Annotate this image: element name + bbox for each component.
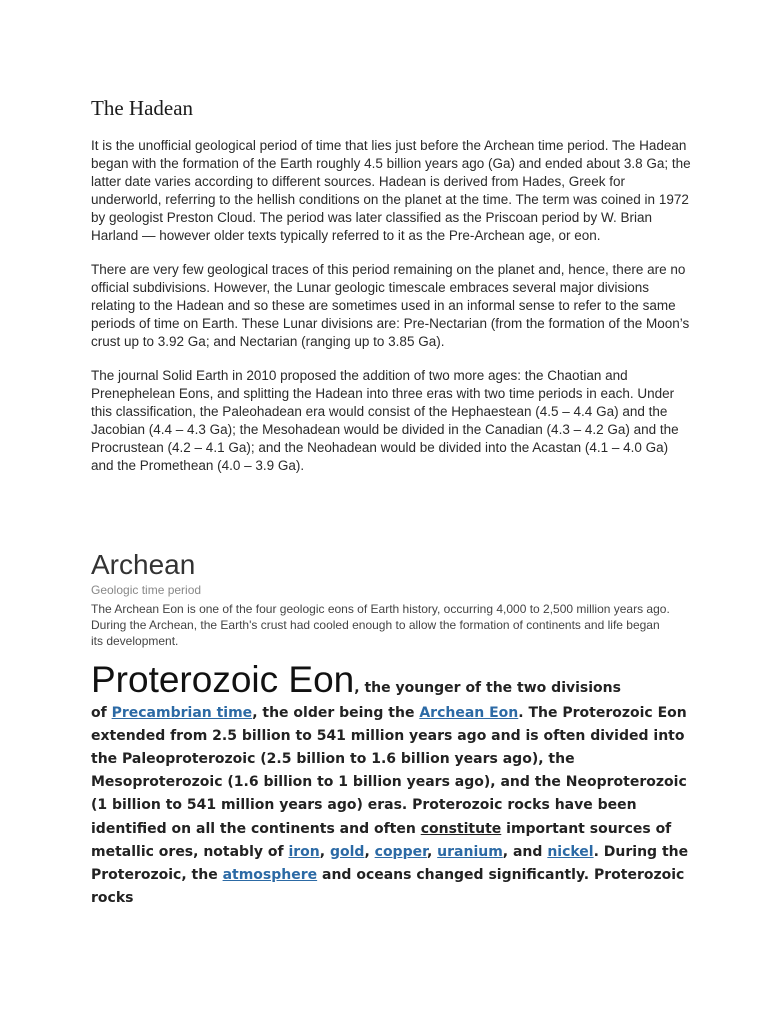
precambrian-time-link[interactable]: Precambrian time	[111, 705, 253, 722]
text-run: , the older being the	[252, 705, 420, 722]
text-run: ,	[319, 843, 330, 860]
atmosphere-link[interactable]: atmosphere	[222, 866, 318, 883]
constitute-underlined: constitute	[420, 820, 502, 837]
text-run: of	[91, 705, 112, 722]
archean-subtitle: Geologic time period	[91, 583, 202, 597]
uranium-link[interactable]: uranium	[437, 843, 503, 860]
text-run: . The Proterozoic Eon extended from 2.5 billion to 541 million years ago and is often divided into the Paleoproterozoic (2.5 billion to 1.6 billion years ago), the Mesoproterozoic (1.6 billion to 1 billion years ago), and the Neoproterozoic (1 billion to 541 million years ago) eras. Proterozoic rocks have been identified on all the continents and often	[91, 705, 687, 837]
archean-heading: Archean	[91, 549, 196, 580]
nickel-link[interactable]: nickel	[547, 843, 594, 860]
hadean-body	[91, 137, 691, 491]
hadean-paragraph-2: There are very few geological traces of this period remaining on the planet and, hence, there are no official subdivisions. However, the Lunar geologic timescale embraces several major divisions relating to the Hadean and so these are sometimes used in an informal sense to refer to the same periods of time on Earth. These Lunar divisions are: Pre-Nectarian (from the formation of the Moon’s crust up to 3.92 Ga; and Nectarian (ranging up to 3.85 Ga).	[91, 262, 690, 349]
text-run: , and	[502, 843, 548, 860]
text-run: , the younger of the two divisions	[354, 680, 621, 696]
iron-link[interactable]: iron	[288, 843, 320, 860]
gold-link[interactable]: gold	[329, 843, 365, 860]
text-run: . During the Proterozoic, the	[91, 843, 689, 883]
proterozoic-first-line	[91, 660, 621, 700]
hadean-paragraph-1: It is the unofficial geological period of time that lies just before the Archean time period. The Hadean began with the formation of the Earth roughly 4.5 billion years ago (Ga) and ended about 3.8 Ga; the latter date varies according to different sources. Hadean is derived from Hades, Greek for underworld, referring to the hellish conditions on the planet at the time. The term was coined in 1972 by geologist Preston Cloud. The period was later classified as the Priscoan period by W. Brian Harland — however older texts typically referred to it as the Pre-Archean age, or eon.	[91, 138, 691, 243]
text-run: ,	[426, 843, 438, 860]
hadean-heading: The Hadean	[91, 96, 194, 120]
text-run: and oceans changed significantly. Proterozoic rocks	[91, 866, 685, 906]
text-run: important sources of metallic ores, notably of	[91, 820, 672, 860]
proterozoic-heading: Proterozoic Eon	[91, 659, 355, 700]
archean-eon-link[interactable]: Archean Eon	[419, 705, 519, 722]
copper-link[interactable]: copper	[374, 843, 427, 860]
hadean-paragraph-3: The journal Solid Earth in 2010 proposed the addition of two more ages: the Chaotian and Prenephelean Eons, and splitting the Hadean into three eras with two time periods in each. Under this classification, the Paleohadean era would consist of the Hephaestean (4.5 – 4.4 Ga) and the Jacobian (4.4 – 4.3 Ga); the Mesohadean would be divided in the Canadian (4.3 – 4.2 Ga) and the Procrustean (4.2 – 4.1 Ga); and the Neohadean would be divided into the Acastan (4.1 – 4.0 Ga) and the Promethean (4.0 – 3.9 Ga).	[91, 368, 679, 473]
archean-description: The Archean Eon is one of the four geologic eons of Earth history, occurring 4,000 to 2,500 million years ago. During the Archean, the Earth's crust had cooled enough to allow the formation of continents and life began its development.	[91, 602, 670, 648]
proterozoic-paragraph	[91, 660, 691, 910]
text-run: ,	[364, 843, 375, 860]
